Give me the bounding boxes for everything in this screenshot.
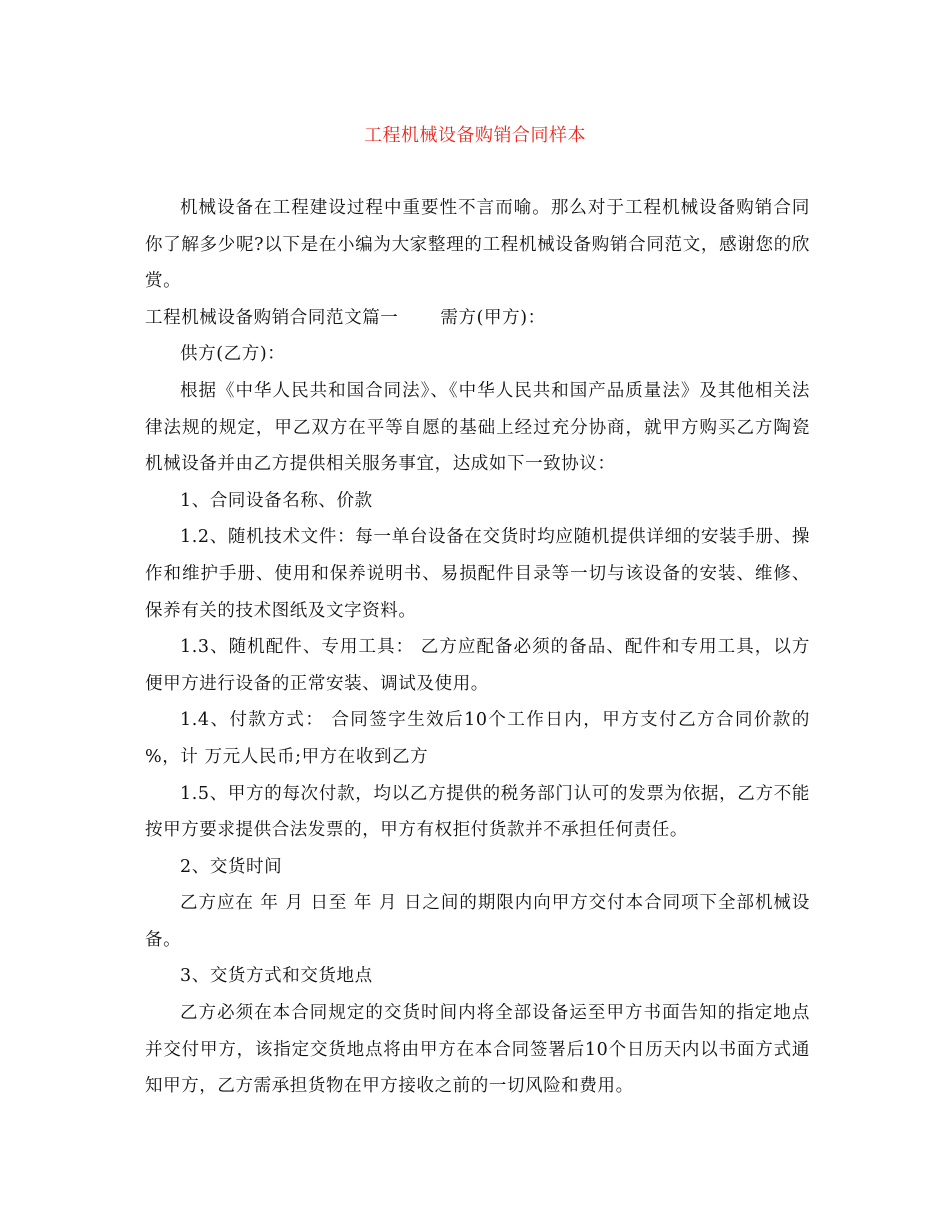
party-b-label: 供方(乙方)： [180, 344, 286, 365]
clause-1-2: 1.2、随机技术文件：每一单台设备在交货时均应随机提供详细的安装手册、操作和维护手册、使用和保养说明书、易损配件目录等一切与该设备的安装、维修、保养有关的技术图纸及文字资料。 [145, 527, 810, 621]
party-a-label: 需方(甲方)： [440, 307, 546, 328]
delivery-time-paragraph: 乙方应在 年 月 日至 年 月 日之间的期限内向甲方交付本合同项下全部机械设备。 [145, 893, 810, 950]
document-body [145, 190, 810, 1105]
section-1-heading: 1、合同设备名称、价款 [180, 490, 373, 511]
clause-1-5: 1.5、甲方的每次付款，均以乙方提供的税务部门认可的发票为依据，乙方不能按甲方要求提供合法发票的，甲方有权拒付货款并不承担任何责任。 [145, 783, 810, 841]
delivery-place-paragraph: 乙方必须在本合同规定的交货时间内将全部设备运至甲方书面告知的指定地点并交付甲方，该指定交货地点将由甲方在本合同签署后10个日历天内以书面方式通知甲方，乙方需承担货物在甲方接收之前的一切风险和费用。 [145, 1003, 810, 1097]
section-3-heading: 3、交货方式和交货地点 [180, 966, 373, 987]
sample-heading: 工程机械设备购销合同范文篇一 [145, 307, 399, 328]
clause-1-4: 1.4、付款方式： 合同签字生效后10个工作日内，甲方支付乙方合同价款的 %，计 万元人民币;甲方在收到乙方 [145, 710, 810, 767]
preamble-paragraph: 根据《中华人民共和国合同法》、《中华人民共和国产品质量法》及其他相关法律法规的规定，甲乙双方在平等自愿的基础上经过充分协商，就甲方购买乙方陶瓷机械设备并由乙方提供相关服务事宜，达成如下一致协议： [145, 380, 810, 475]
sample-heading-line [145, 300, 810, 337]
clause-1-3: 1.3、随机配件、专用工具： 乙方应配备必须的备品、配件和专用工具，以方便甲方进行设备的正常安装、调试及使用。 [145, 637, 810, 694]
document-title: 工程机械设备购销合同样本 [364, 125, 586, 146]
intro-paragraph: 机械设备在工程建设过程中重要性不言而喻。那么对于工程机械设备购销合同你了解多少呢?以下是在小编为大家整理的工程机械设备购销合同范文，感谢您的欣赏。 [145, 198, 810, 292]
section-2-heading: 2、交货时间 [180, 856, 283, 877]
